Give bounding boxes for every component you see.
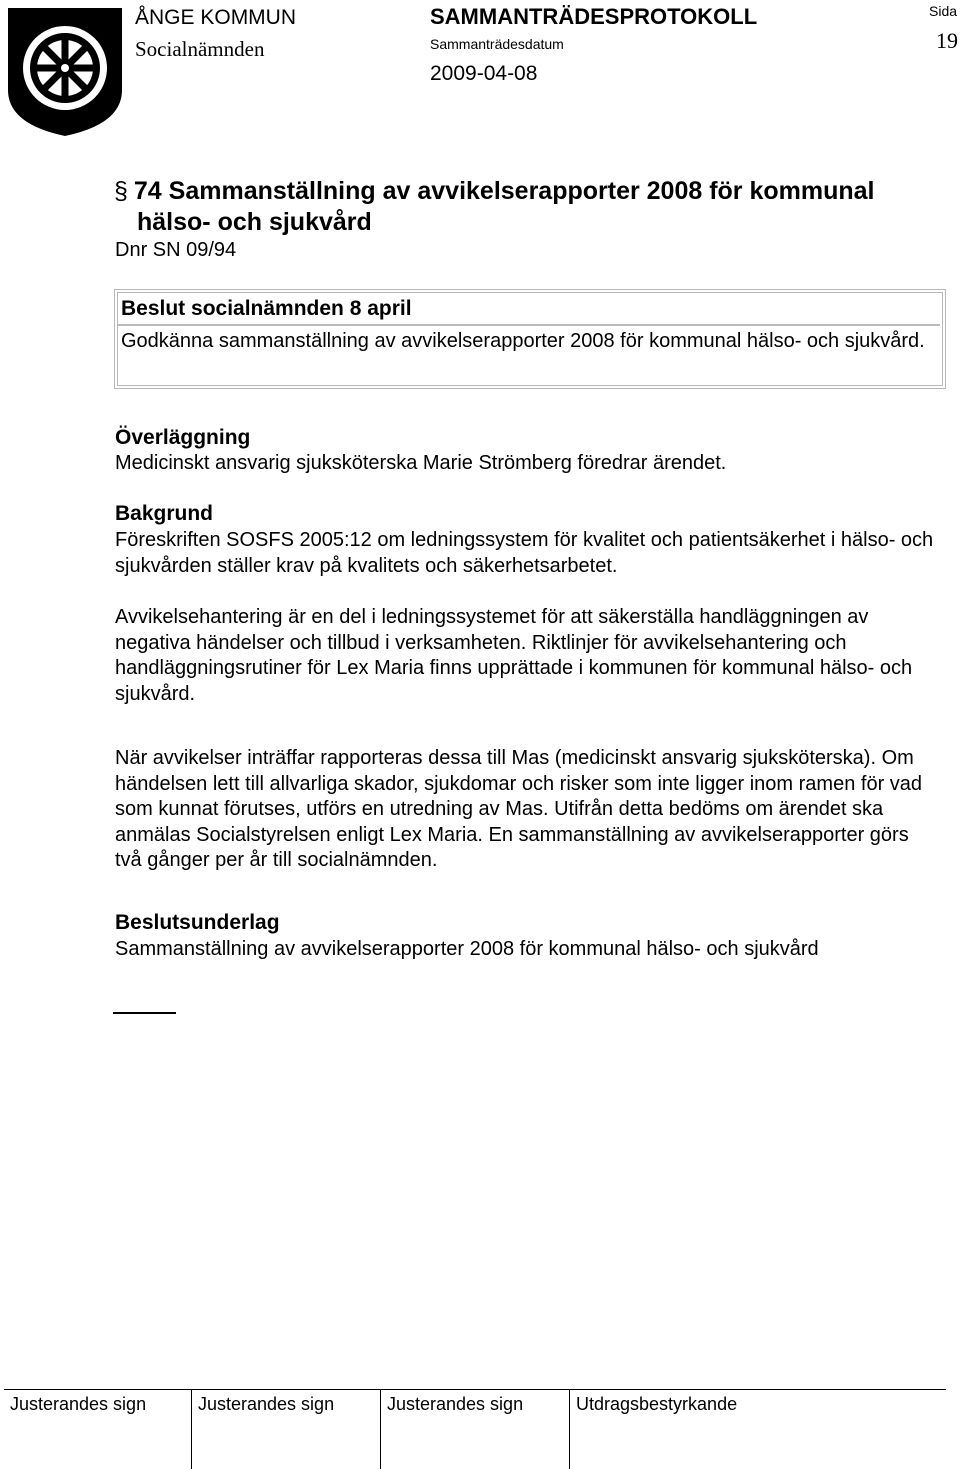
footer-sign-label-2: Justerandes sign [198,1394,335,1414]
basis-text: Sammanställning av avvikelserapporter 2008 för kommunal hälso- och sjukvård [115,938,819,960]
document-type: SAMMANTRÄDESPROTOKOLL [430,4,758,29]
item-title-line1 [114,176,875,207]
footer-divider [191,1390,192,1469]
item-title-text: 74 Sammanställning av avvikelserapporter 2008 för kommunal [133,177,875,205]
section-sign: § [114,177,128,205]
background-paragraph-2: Avvikelsehantering är en del i ledningssystemet för att säkerställa handläggningen av negativa händelser och tillbud i verksamheten. Riktlinjer för avvikelsehantering och handläggningsrutiner för Lex Maria finns upprättade i kommunen för kommunal hälso- och sjukvård. [115,606,913,705]
meeting-date: 2009-04-08 [430,62,538,85]
deliberation-heading: Överläggning [115,426,251,449]
committee-name: Socialnämnden [135,37,265,61]
diary-number: Dnr SN 09/94 [115,239,237,261]
background-paragraph-1: Föreskriften SOSFS 2005:12 om ledningssystem för kvalitet och patientsäkerhet i hälso- och sjukvården ställer krav på kvalitets och säkerhetsarbetet. [115,529,934,577]
footer-certification-label: Utdragsbestyrkande [576,1394,738,1414]
footer-divider [380,1390,381,1469]
page-label: Sida [929,3,958,19]
footer-sign-label-1: Justerandes sign [10,1394,147,1414]
page-number: 19 [936,28,958,53]
decision-divider [118,324,940,326]
end-rule [113,1012,176,1014]
background-heading: Bakgrund [115,502,214,525]
meeting-date-label: Sammanträdesdatum [430,36,564,52]
background-paragraph-3: När avvikelser inträffar rapporteras dessa till Mas (medicinskt ansvarig sjuksköterska). Om händelsen lett till allvarliga skador, sjukdomar och risker som inte ligger inom ramen för vad som kunnat förutses, utförs en utredning av Mas. Utifrån detta bedöms om ärendet ska anmälas Socialstyrelsen enligt Lex Maria. En sammanställning av avvikelserapporter görs två gånger per år till socialnämnden. [115,747,923,871]
ange-kommun-logo-icon [6,6,124,138]
deliberation-text: Medicinskt ansvarig sjuksköterska Marie Strömberg föredrar ärendet. [115,452,727,474]
decision-text: Godkänna sammanställning av avvikelserapporter 2008 för kommunal hälso- och sjukvård. [121,330,925,352]
item-title-line2: hälso- och sjukvård [137,208,372,236]
municipality-name: ÅNGE KOMMUN [135,6,297,29]
footer-top-line [4,1389,946,1390]
footer-sign-label-3: Justerandes sign [387,1394,524,1414]
footer-divider [569,1390,570,1469]
basis-heading: Beslutsunderlag [115,911,280,934]
decision-heading: Beslut socialnämnden 8 april [121,297,412,320]
